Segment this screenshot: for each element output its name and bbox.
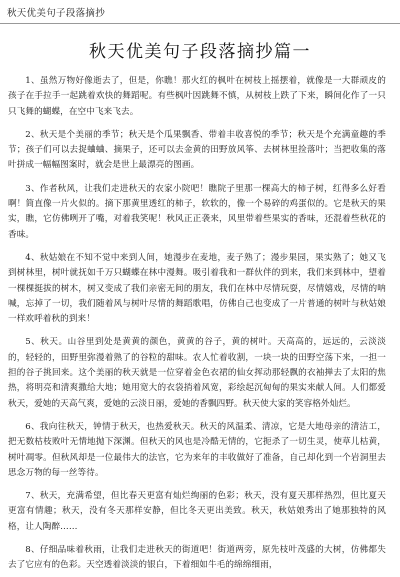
paragraph-7: 7、秋天，充满希望，但比春天更富有灿烂绚丽的色彩；秋天，没有夏天那样热烈，但比夏天更富有情趣；秋天，没有冬天那样安静，但比冬天更出美致。秋天，秋姑娘秀出了她那独特的风格，让人陶醉…… <box>8 491 386 532</box>
paragraph-8: 8、仔细品味着秋雨，让我们走进秋天的街道吧！街道两旁，原先枝叶茂盛的大树，仿佛都失去了它应有的色彩。天空透着淡淡的银白，下着细如牛毛的绵绵细雨， <box>8 545 386 571</box>
paragraph-6: 6、我向往秋天，钟情于秋天，也热爱秋天。秋天的风温柔、清凉，它是大地母亲的清洁工，把无数枯枝败叶无情地抛下深渊。但秋天的风也是冷酷无情的，它扼杀了一切生灵，使草儿枯黄，树叶凋零。但秋风却是一位最伟大的法官，它为来年的丰收做好了准备，自己却化到一个岩洞里去思念万物的每一丝等待。 <box>8 421 386 478</box>
paragraph-5: 5、秋天。山谷里到处是黄黄的颜色，黄黄的谷子，黄的树叶。天高高的，远远的，云淡淡的，轻轻的，田野里弥漫着熟了的谷粒的甜味。农人忙着收割，一块一块的田野空荡下来，一担一担的谷子挑回来。这个美丽的秋天就是一位穿着金色衣裙的仙女挥动那轻飘的衣袖掸去了太阳的焦热，将明亮和清爽撒给大地；她用宽大的衣袋捎着风宽，彩绘起沉甸甸的果实来献人间。人们都爱秋天，爱她的天高气爽，爱她的云淡日丽，爱她的香飘四野。秋天使大家的笑容格外灿烂。 <box>8 337 386 409</box>
document-body <box>0 74 400 574</box>
paragraph-3: 3、作者秋风，让我们走进秋天的农家小院吧！瞧院子里那一棵高大的柿子树，红得多么好看啊！简直像一片火似的。摘下那黄里透红的柿子，软软的，像一个易碎的鸡蛋似的。它是秋天的果实，瞧，它仿佛咧开了嘴，对着我笑呢！秋风正正袭来，风里带着些果实的香味，还混着些秋花的香味。 <box>8 183 386 240</box>
paragraph-2: 2、秋天是个美丽的季节；秋天是个瓜果飘香、带着丰收喜悦的季节；秋天是个充满童趣的季节；孩子们可以去捉蛐蛐、摘果子，还可以去金黄的田野放风筝、去树林里捡落叶；当把收集的落叶拼成一幅幅图案时，就会是世上最漂亮的图画。 <box>8 129 386 171</box>
page-title: 秋天优美句子段落摘抄篇一 <box>89 42 311 62</box>
paragraph-1: 1、虽然万物好像逝去了，但是，你瞧！那火红的枫叶在树枝上摇摆着，就像是一大群顽皮的孩子在手拉手一起跳着欢快的舞蹈呢。有些枫叶因跳舞不慎，从树枝上跌了下来，瞬间化作了一只只飞舞的蝴蝶，在空中飞来飞去。 <box>8 76 386 117</box>
header-label: 秋天优美句子段落摘抄 <box>7 8 106 19</box>
document-header <box>0 0 400 24</box>
paragraph-4: 4、秋姑娘在不知不觉中来到人间，她漫步在麦地，麦子熟了；漫步果园，果实熟了；她又飞到树林里，树叶就抚如千万只蝴蝶在林中漫舞。吸引着我和一群伙伴的到来，我们来到林中，望着一棵棵挺拔的树木，树又变成了我们亲密无间的朋友，我们在林中尽情玩耍，尽情嬉戏，尽情的呐喊，忘掉了一切，我们随着风与树叶尽情的舞蹈歌唱，仿佛自己也变成了一片普通的树叶与秋姑娘一样欢呼着秋的到来！ <box>8 252 386 325</box>
